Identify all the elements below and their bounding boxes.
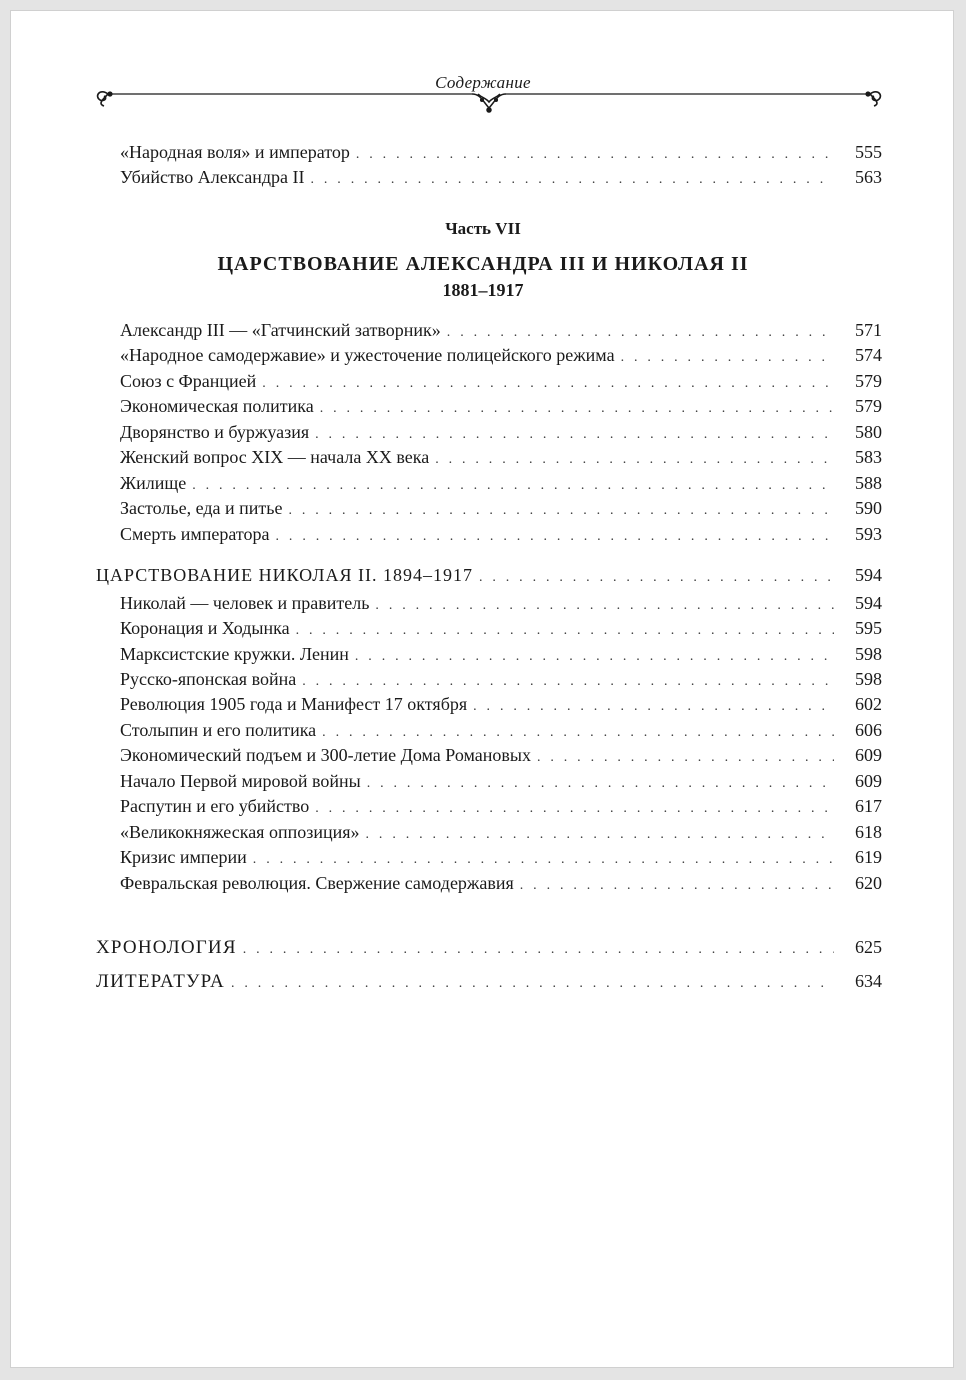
toc-entry[interactable] (120, 471, 882, 498)
toc-chronology[interactable] (96, 935, 882, 962)
toc-entry-title: Начало Первой мировой войны (120, 771, 361, 791)
toc-entry-title: «Народная воля» и император (120, 142, 350, 162)
toc-entry-page: 598 (855, 669, 882, 689)
toc-entry-page: 579 (855, 371, 882, 391)
dot-leader (520, 874, 834, 898)
dot-leader (355, 645, 834, 669)
toc-entry[interactable] (120, 591, 882, 618)
toc-entry-title: Союз с Францией (120, 371, 257, 391)
toc-entry-title: Кризис империи (120, 847, 247, 867)
toc-literature-title: ЛИТЕРАТУРА (96, 971, 225, 992)
toc-entry[interactable] (120, 667, 882, 694)
toc-entry-title: Столыпин и его политика (120, 720, 317, 740)
toc-entry[interactable] (120, 318, 882, 345)
dot-leader (447, 321, 834, 345)
toc-entry-title: Распутин и его убийство (120, 796, 310, 816)
part-title: ЦАРСТВОВАНИЕ АЛЕКСАНДРА III И НИКОЛАЯ II (217, 253, 749, 275)
toc-entry[interactable] (120, 794, 882, 821)
toc-entry-page: 580 (855, 422, 882, 442)
dot-leader (192, 474, 834, 498)
toc-entry-page: 555 (855, 142, 882, 162)
dot-leader (537, 746, 834, 770)
toc-entry-page: 590 (855, 498, 882, 518)
dot-leader (315, 797, 834, 821)
dot-leader (479, 566, 834, 590)
toc-entry[interactable] (120, 445, 882, 472)
toc-entry-title: Жилище (120, 473, 187, 493)
toc-chronology-title: ХРОНОЛОГИЯ (96, 937, 237, 958)
toc-entry-page: 593 (855, 524, 882, 544)
toc-entry-title: Русско-японская война (120, 669, 297, 689)
dot-leader (435, 448, 834, 472)
toc-entry-page: 617 (855, 796, 882, 816)
toc-entry-title: Убийство Александра II (120, 167, 305, 187)
dot-leader (473, 695, 834, 719)
part-label: Часть VII (445, 219, 521, 238)
toc-entry[interactable] (120, 616, 882, 643)
toc-entry-title: «Народное самодержавие» и ужесточение полицейского режима (120, 345, 615, 365)
dot-leader (302, 670, 834, 694)
dot-leader (296, 619, 834, 643)
toc-entry[interactable] (120, 845, 882, 872)
toc-entry[interactable] (120, 394, 882, 421)
toc-entry-title: Александр III — «Гатчинский затворник» (120, 320, 441, 340)
dot-leader (231, 972, 834, 996)
dot-leader (367, 772, 834, 796)
left-scroll-ornament (98, 92, 112, 106)
running-title: Содержание (435, 73, 531, 92)
toc-entry[interactable] (120, 165, 882, 192)
dot-leader (253, 848, 834, 872)
toc-entry-title: «Великокняжеская оппозиция» (120, 822, 360, 842)
dot-leader (621, 346, 834, 370)
toc-entry-title: Смерть императора (120, 524, 270, 544)
toc-entry-page: 609 (855, 771, 882, 791)
toc-entry[interactable] (120, 140, 882, 167)
toc-entry-page: 606 (855, 720, 882, 740)
toc-entry-title: Дворянство и буржуазия (120, 422, 310, 442)
toc-chronology-page: 625 (855, 937, 882, 957)
dot-leader (262, 372, 834, 396)
toc-entry-page: 563 (855, 167, 882, 187)
toc-chapter-title: ЦАРСТВОВАНИЕ НИКОЛАЯ II. 1894–1917 (96, 565, 473, 585)
toc-entry[interactable] (120, 369, 882, 396)
dot-leader (276, 525, 834, 549)
dot-leader (322, 721, 834, 745)
toc-entry-page: 588 (855, 473, 882, 493)
toc-entry-page: 619 (855, 847, 882, 867)
toc-entry[interactable] (120, 496, 882, 523)
dot-leader (366, 823, 834, 847)
toc-entry-page: 602 (855, 694, 882, 714)
toc-literature-page: 634 (855, 971, 882, 991)
toc-entry-page: 574 (855, 345, 882, 365)
toc-entry-title: Экономическая политика (120, 396, 314, 416)
toc-entry[interactable] (120, 718, 882, 745)
toc-entry[interactable] (120, 769, 882, 796)
dot-leader (311, 168, 835, 192)
toc-entry-title: Женский вопрос XIX — начала XX века (120, 447, 430, 467)
toc-entry[interactable] (120, 692, 882, 719)
toc-entry-page: 583 (855, 447, 882, 467)
toc-chapter[interactable] (96, 563, 882, 590)
toc-entry-page: 571 (855, 320, 882, 340)
toc-entry[interactable] (120, 420, 882, 447)
toc-entry-title: Революция 1905 года и Манифест 17 октября (120, 694, 468, 714)
toc-entry-title: Экономический подъем и 300-летие Дома Романовых (120, 745, 531, 765)
toc-entry[interactable] (120, 642, 882, 669)
dot-leader (243, 938, 834, 962)
toc-entry-page: 620 (855, 873, 882, 893)
ornamental-rule (94, 84, 884, 114)
toc-entry-page: 579 (855, 396, 882, 416)
part-years: 1881–1917 (442, 280, 524, 300)
toc-entry[interactable] (120, 871, 882, 898)
toc-entry-title: Застолье, еда и питье (120, 498, 283, 518)
toc-entry[interactable] (120, 522, 882, 549)
toc-entry-page: 595 (855, 618, 882, 638)
toc-entry-title: Марксистские кружки. Ленин (120, 644, 349, 664)
dot-leader (356, 143, 834, 167)
toc-entry-title: Февральская революция. Свержение самодержавия (120, 873, 514, 893)
toc-entry[interactable] (120, 343, 882, 370)
toc-chapter-page: 594 (855, 565, 882, 585)
toc-entry[interactable] (120, 820, 882, 847)
dot-leader (375, 594, 834, 618)
center-flourish-ornament (472, 94, 506, 112)
dot-leader (320, 397, 834, 421)
dot-leader (288, 499, 834, 523)
dot-leader (315, 423, 834, 447)
toc-entry-page: 618 (855, 822, 882, 842)
toc-entry-page: 594 (855, 593, 882, 613)
toc-entry-page: 609 (855, 745, 882, 765)
toc-entry-page: 598 (855, 644, 882, 664)
toc-entry[interactable] (120, 743, 882, 770)
right-scroll-ornament (866, 92, 880, 106)
toc-literature[interactable] (96, 969, 882, 996)
toc-entry-title: Николай — человек и правитель (120, 593, 370, 613)
toc-entry-title: Коронация и Ходынка (120, 618, 290, 638)
